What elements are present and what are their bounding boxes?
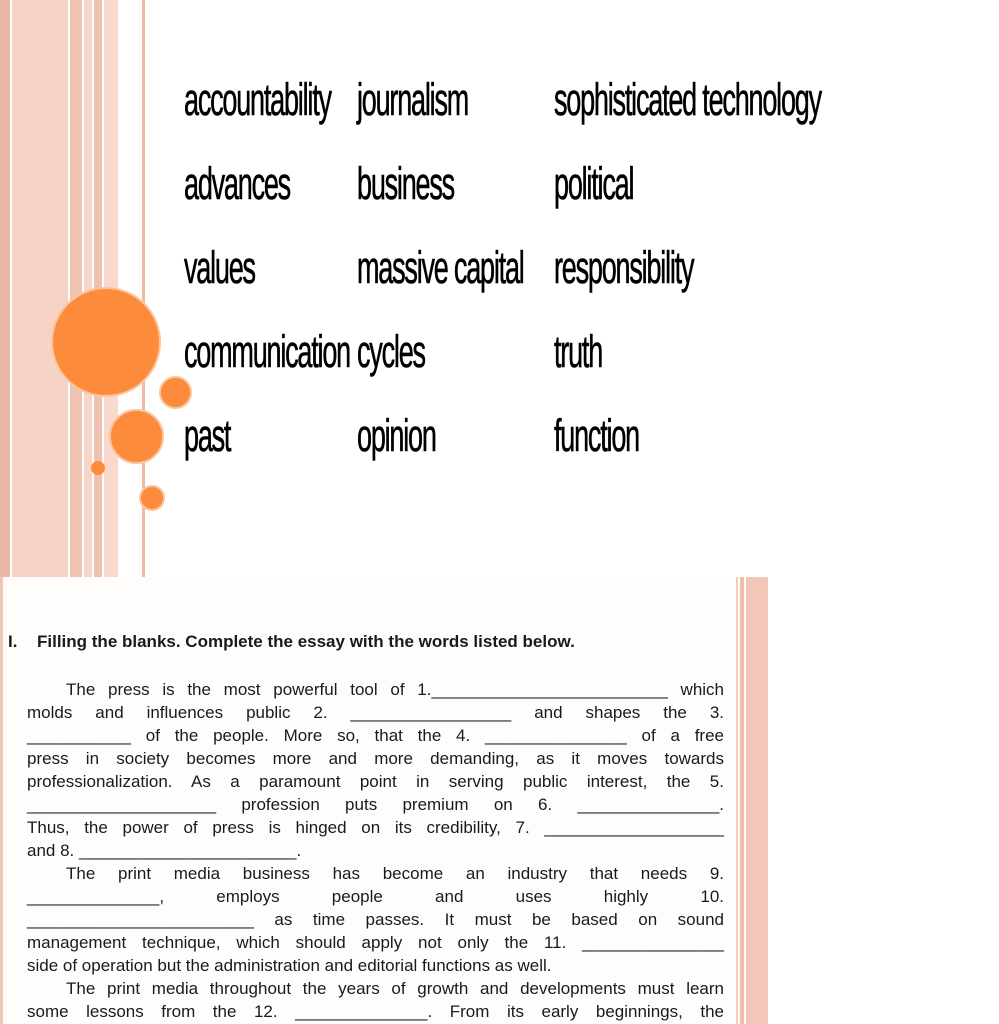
word-item: journalism xyxy=(357,74,469,125)
word-item: responsibility xyxy=(554,242,694,293)
essay-line: ____________________ profession puts premium on 6. _______________. xyxy=(27,795,724,814)
decor-circle xyxy=(51,287,161,397)
word-item: sophisticated technology xyxy=(554,74,821,125)
exercise-heading xyxy=(8,632,575,652)
essay-line: ___________ of the people. More so, that the 4. _______________ of a free xyxy=(27,726,724,745)
decor-stripe xyxy=(0,577,3,1024)
essay-line: The press is the most powerful tool of 1._________________________ which xyxy=(66,680,724,699)
essay-line: side of operation but the administration and editorial functions as well. xyxy=(27,956,552,975)
essay-line: some lessons from the 12. ______________. From its early beginnings, the xyxy=(27,1002,724,1021)
essay-line: Thus, the power of press is hinged on its credibility, 7. ___________________ xyxy=(27,818,724,837)
word-item: massive capital xyxy=(357,242,524,293)
word-item: communication xyxy=(184,326,350,377)
decor-stripe xyxy=(740,577,744,1024)
decor-circle xyxy=(109,409,164,464)
decor-stripe xyxy=(70,0,82,577)
word-item: political xyxy=(554,158,634,209)
word-item: advances xyxy=(184,158,290,209)
decor-circle xyxy=(91,461,105,475)
exercise-title: Filling the blanks. Complete the essay with the words listed below. xyxy=(37,632,575,651)
essay-line: professionalization. As a paramount point in serving public interest, the 5. xyxy=(27,772,724,791)
exercise-number: I. xyxy=(8,632,18,651)
essay-line: ________________________ as time passes. It must be based on sound xyxy=(27,910,724,929)
word-column-3 xyxy=(554,58,999,478)
word-item: opinion xyxy=(357,410,436,461)
word-bank-slide xyxy=(0,0,821,577)
decor-stripe xyxy=(746,577,768,1024)
word-item: past xyxy=(184,410,231,461)
decor-stripe xyxy=(12,0,68,577)
essay-line: molds and influences public 2. _________________ and shapes the 3. xyxy=(27,703,724,722)
word-item: truth xyxy=(554,326,603,377)
decor-stripe xyxy=(0,0,10,577)
decor-stripe xyxy=(736,577,738,1024)
essay-line: management technique, which should apply not only the 11. _______________ xyxy=(27,933,724,952)
word-item: function xyxy=(554,410,639,461)
word-item: values xyxy=(184,242,255,293)
essay-line: The print media throughout the years of growth and developments must learn xyxy=(66,979,724,998)
word-item: accountability xyxy=(184,74,331,125)
essay-line: The print media business has become an industry that needs 9. xyxy=(66,864,724,883)
essay-line: and 8. _______________________. xyxy=(27,841,302,860)
decor-circle xyxy=(139,485,165,511)
essay-line: ______________, employs people and uses highly 10. xyxy=(27,887,724,906)
word-item: business xyxy=(357,158,454,209)
essay-line: press in society becomes more and more demanding, as it moves towards xyxy=(27,749,724,768)
exercise-slide xyxy=(0,577,768,1024)
word-item: cycles xyxy=(357,326,425,377)
